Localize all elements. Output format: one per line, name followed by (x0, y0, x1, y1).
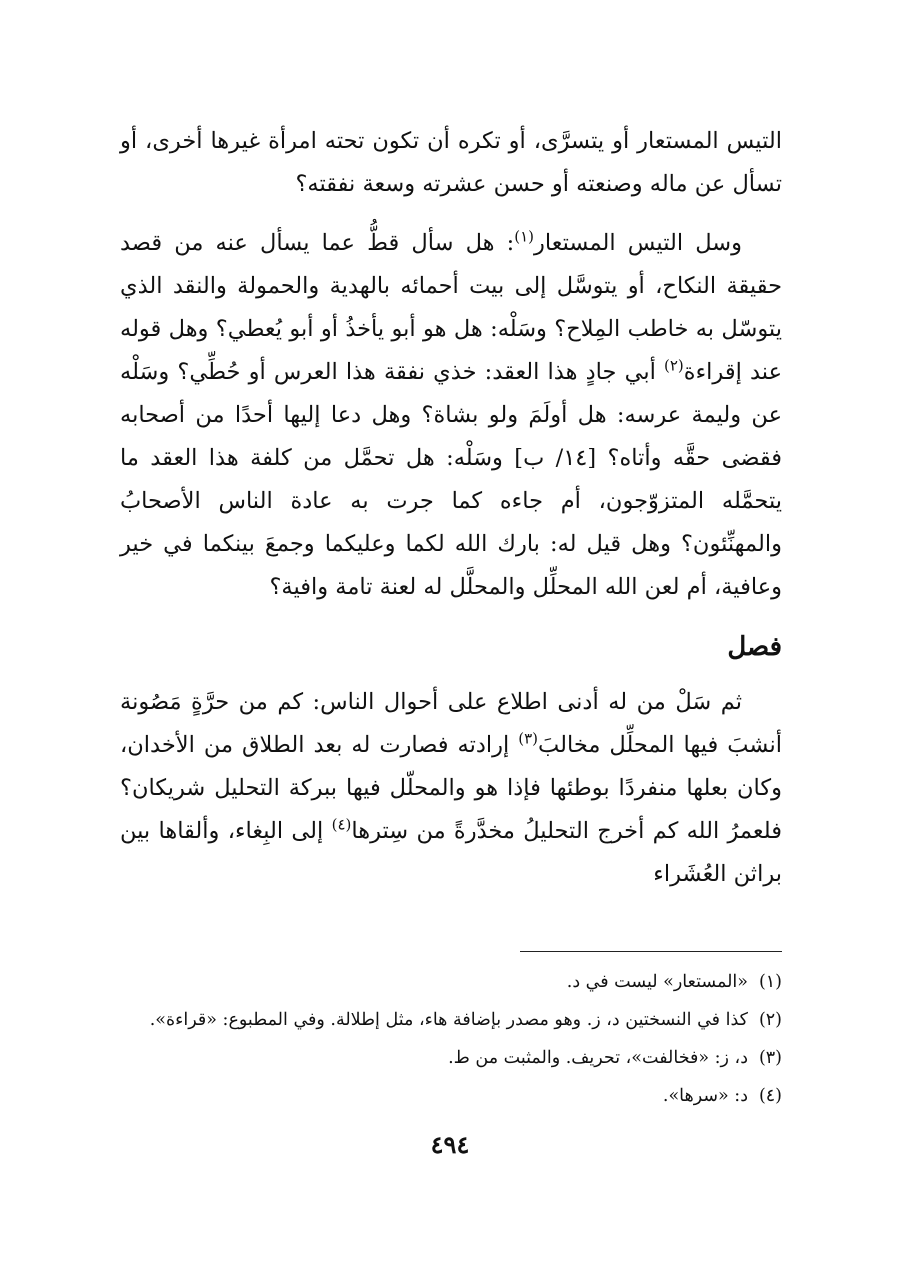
paragraph-2 (120, 222, 782, 609)
paragraph-1 (120, 120, 782, 206)
paragraph-3 (120, 681, 782, 896)
footnote-text: د، ز: «فخالفت»، تحريف. والمثبت من ط. (448, 1048, 748, 1068)
paragraph-2-text-a: وسل التيس المستعار (534, 230, 742, 256)
footnote-text: كذا في النسختين د، ز. وهو مصدر بإضافة هاء، مثل إطلالة. وفي المطبوع: «قراءة». (149, 1010, 748, 1030)
footnote-divider (520, 951, 782, 952)
page-number: ٤٩٤ (430, 1130, 470, 1159)
paragraph-1-text: التيس المستعار أو يتسرَّى، أو تكره أن تكون تحته امرأة غيرها أخرى، أو تسأل عن ماله وصنعته أو حسن عشرته وسعة نفقته؟ (120, 128, 782, 197)
footnote-ref-1[interactable]: (١) (514, 227, 535, 246)
footnote-number: (٢) (758, 1010, 782, 1030)
footnote-number: (١) (758, 972, 782, 992)
footnote-ref-4[interactable]: (٤) (331, 815, 352, 834)
section-heading: فصل (727, 632, 782, 662)
footnote-ref-2[interactable]: (٢) (664, 356, 684, 375)
footnote-2 (120, 1001, 782, 1039)
footnote-text: «المستعار» ليست في د. (566, 972, 748, 992)
footnote-text: د: «سرها». (662, 1086, 748, 1106)
paragraph-3-text-b: إرادته فصارت له بعد الطلاق من الأخدان، وكان بعلها منفردًا بوطئها فإذا هو والمحلّل فيها ببركة التحليل شريكان؟ فلعمرُ الله كم أخرج التحليلُ مخدَّرةً من سِترها (120, 732, 782, 844)
footnote-3 (120, 1039, 782, 1077)
footnotes (120, 963, 782, 1115)
main-text (120, 120, 782, 896)
paragraph-2-text-c: أبي جادٍ هذا العقد: خذي نفقة هذا العرس أو حُطِّي؟ وسَلْه عن وليمة عرسه: هل أولَمَ ولو بشاة؟ وهل دعا إليها أحدًا من أصحابه فقضى حقَّه وأتاه؟ [١٤/ ب] وسَلْه: هل تحمَّل من كلفة هذا العقد ما يتحمَّله المتزوّجون، أم جاءه كما جرت به عادة الناس الأصحابُ والمهنِّئون؟ وهل قيل له: بارك الله لكما وعليكما وجمعَ بينكما في خير وعافية، أم لعن الله المحلِّل والمحلَّل له لعنة تامة وافية؟ (120, 359, 782, 600)
paragraph-3-text-c: إلى البِغاء، وألقاها بين براثن العُشَراء (120, 818, 782, 887)
footnote-number: (٣) (758, 1048, 782, 1068)
footnote-4 (120, 1077, 782, 1115)
footnote-ref-3[interactable]: (٣) (518, 729, 539, 748)
footnote-1 (120, 963, 782, 1001)
footnote-number: (٤) (758, 1086, 782, 1106)
paragraph-3-text-a: ثم سَلْ من له أدنى اطلاع على أحوال الناس: كم من حرَّةٍ مَصُونة أنشبَ فيها المحلِّل مخالبَ (120, 689, 782, 758)
paragraph-2-text-b: : هل سأل قطُّ عما يسأل عنه من قصد حقيقة النكاح، أو يتوسَّل إلى بيت أحمائه بالهدية والحمولة والنقد الذي يتوسّل به خاطب المِلاح؟ وسَلْه: هل هو أبو يأخذُ أو أبو يُعطي؟ وهل قوله عند إقراءة (120, 230, 783, 385)
